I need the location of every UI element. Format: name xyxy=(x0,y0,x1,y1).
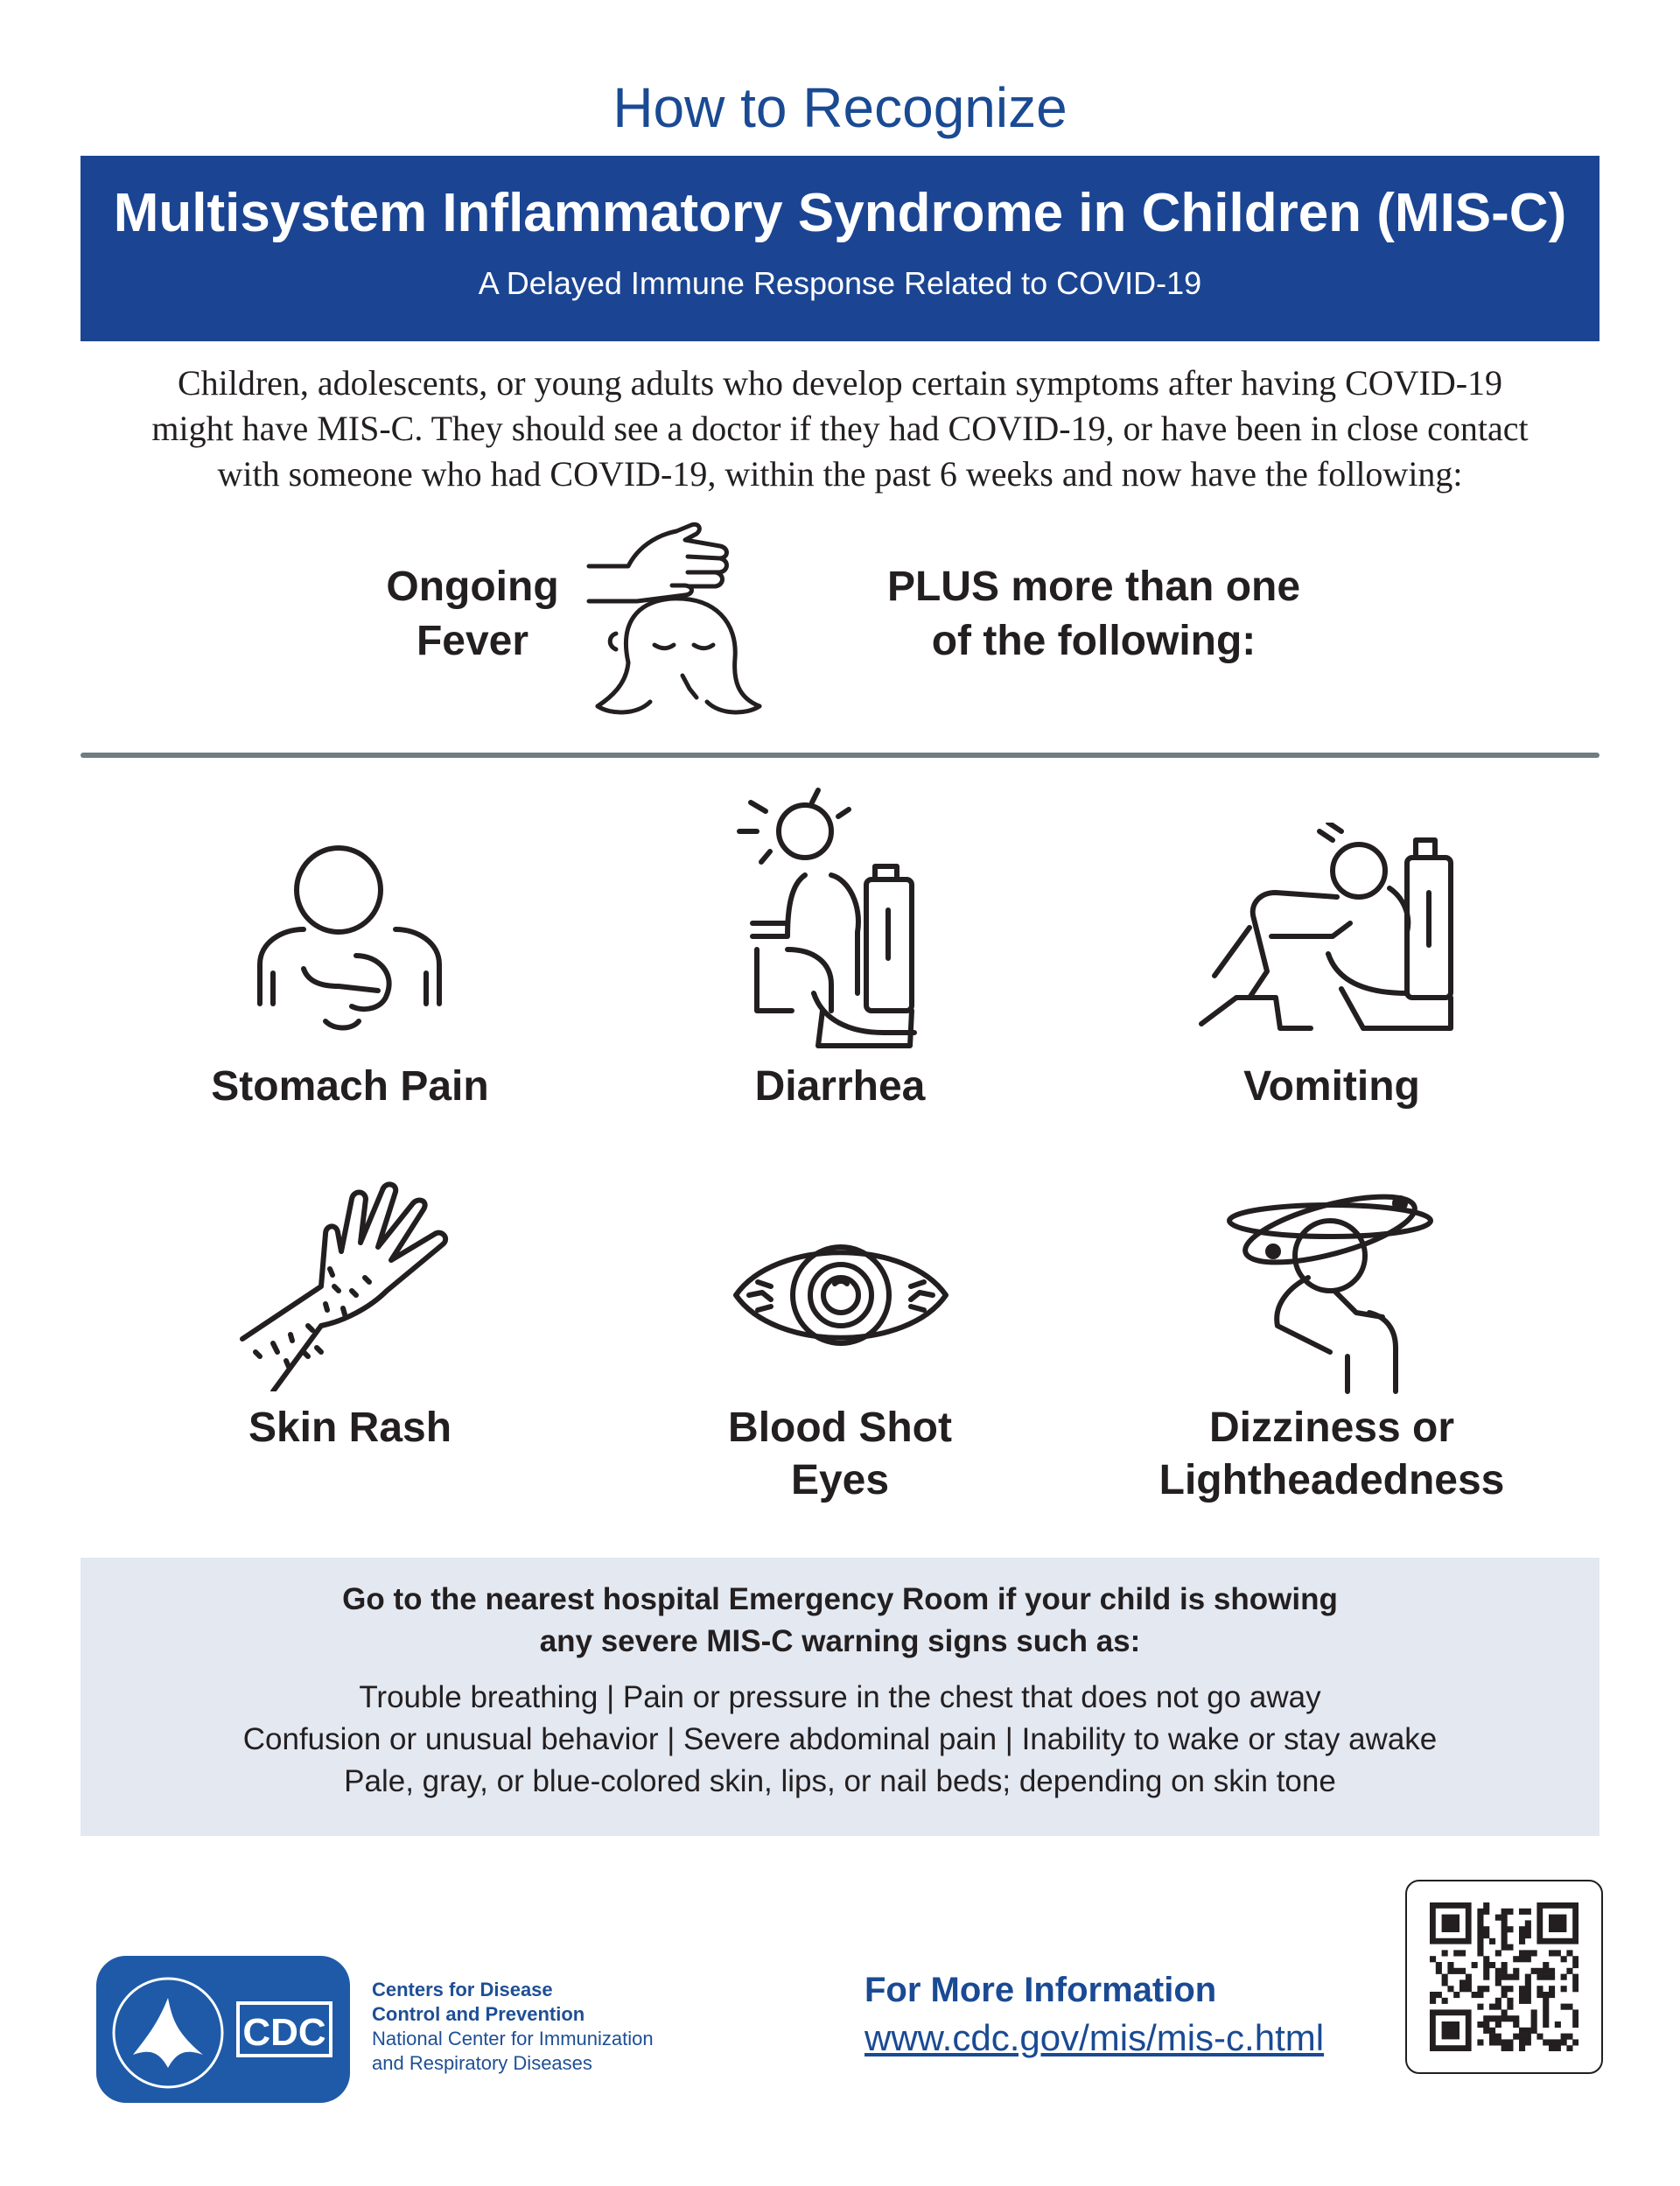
symptom-label-line: Diarrhea xyxy=(754,1063,926,1110)
symptom-label-line: Vomiting xyxy=(1243,1063,1420,1110)
intro-line: Children, adolescents, or young adults who develop certain symptoms after having COVID-19 xyxy=(177,363,1503,403)
plus-label-line: PLUS more than one xyxy=(886,564,1301,610)
cdc-wordmark: CDC xyxy=(236,2001,332,2057)
symptom-label-line: Skin Rash xyxy=(248,1405,452,1451)
more-info-heading: For More Information xyxy=(864,1971,1217,2009)
page-title: Multisystem Inflammatory Syndrome in Children (MIS-C) xyxy=(113,183,1567,243)
qr-code-frame xyxy=(1405,1880,1603,2074)
symptom-label-bloodshot-eyes xyxy=(595,1402,1085,1507)
intro-line: with someone who had COVID-19, within the past 6 weeks and now have the following: xyxy=(217,454,1463,494)
symptom-label-line: Eyes xyxy=(790,1457,890,1503)
qr-code-icon xyxy=(1430,1902,1578,2051)
stomach-pain-icon xyxy=(256,842,448,1052)
plus-label xyxy=(840,560,1348,669)
emergency-heading: any severe MIS-C warning signs such as: xyxy=(539,1624,1141,1658)
symptom-label-line: Blood Shot xyxy=(728,1405,952,1451)
page-heading: How to Recognize xyxy=(612,76,1068,139)
symptom-label-line: Dizziness or xyxy=(1208,1405,1455,1451)
cdc-organization xyxy=(372,1978,654,2076)
title-banner xyxy=(80,156,1600,341)
diarrhea-icon xyxy=(735,783,945,1054)
symptom-label-diarrhea xyxy=(595,1061,1085,1113)
intro-line: might have MIS-C. They should see a doctor if they had COVID-19, or have been in close contact xyxy=(151,409,1529,448)
fever-label-line: Ongoing xyxy=(386,564,559,610)
org-line: Centers for Disease xyxy=(372,1979,553,2000)
symptom-label-stomach-pain xyxy=(105,1061,595,1113)
fever-label xyxy=(332,560,612,669)
info-link[interactable]: www.cdc.gov/mis/mis-c.html xyxy=(864,2017,1325,2058)
org-line: and Respiratory Diseases xyxy=(372,2052,592,2074)
intro-paragraph xyxy=(88,361,1592,497)
warning-sign-line: Confusion or unusual behavior | Severe abdominal pain | Inability to wake or stay awake xyxy=(242,1722,1438,1756)
section-divider xyxy=(80,753,1600,758)
symptom-label-line: Lightheadedness xyxy=(1158,1457,1505,1503)
fever-thermometer-icon xyxy=(584,518,777,719)
emergency-warning-panel xyxy=(80,1558,1600,1836)
symptom-label-dizziness xyxy=(1087,1402,1577,1507)
page-subtitle: A Delayed Immune Response Related to COVID-19 xyxy=(478,265,1202,301)
hhs-eagle-seal-icon xyxy=(107,1972,229,2094)
org-line: Control and Prevention xyxy=(372,2003,585,2025)
warning-sign-line: Pale, gray, or blue-colored skin, lips, or nail beds; depending on skin tone xyxy=(344,1764,1336,1798)
vomiting-icon xyxy=(1197,823,1460,1050)
symptom-label-vomiting xyxy=(1087,1061,1577,1113)
dizziness-icon xyxy=(1225,1181,1435,1400)
bloodshot-eye-icon xyxy=(732,1230,950,1361)
hhs-cdc-logo xyxy=(96,1956,350,2103)
symptom-label-skin-rash xyxy=(105,1402,595,1454)
plus-label-line: of the following: xyxy=(931,618,1256,664)
emergency-heading: Go to the nearest hospital Emergency Room if your child is showing xyxy=(342,1582,1338,1616)
symptom-label-line: Stomach Pain xyxy=(211,1063,489,1110)
skin-rash-icon xyxy=(238,1181,474,1391)
fever-label-line: Fever xyxy=(416,618,529,664)
warning-sign-line: Trouble breathing | Pain or pressure in the chest that does not go away xyxy=(359,1680,1321,1714)
org-line: National Center for Immunization xyxy=(372,2028,654,2049)
